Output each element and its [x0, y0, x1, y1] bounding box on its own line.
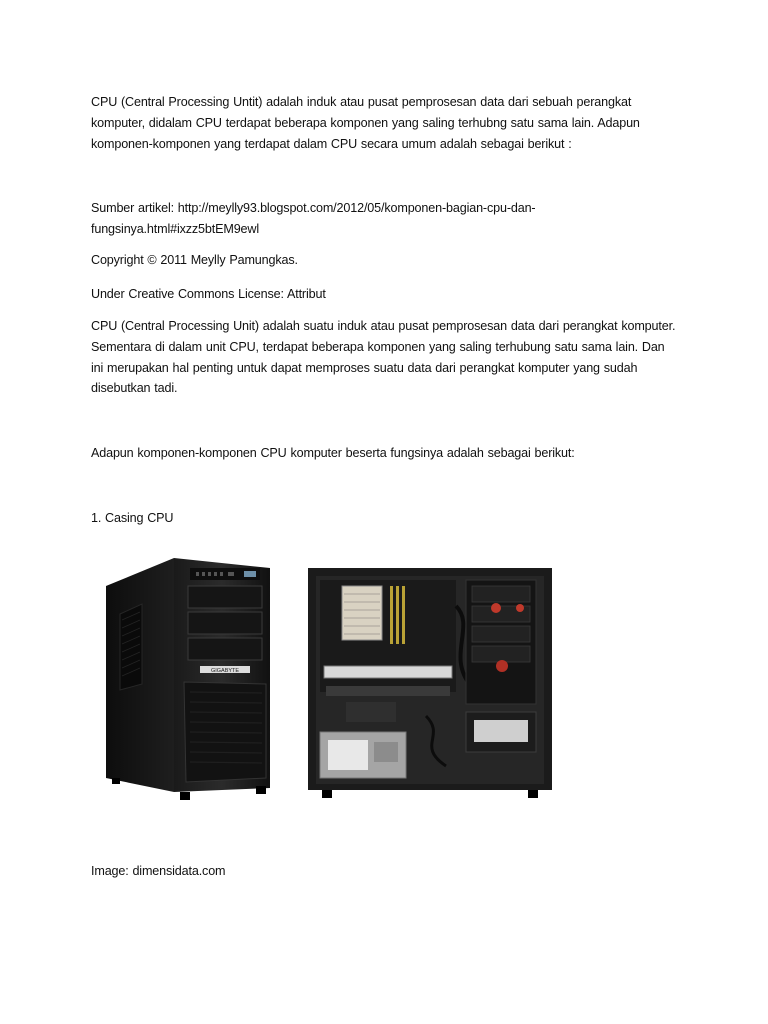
intro-line-2: komputer, didalam CPU terdapat beberapa komponen yang saling terhubng satu sama lain. Adapun [91, 115, 640, 130]
tower-case-image [104, 556, 276, 804]
intro-paragraph [91, 92, 691, 154]
main-line-3: ini merupakan hal penting untuk dapat memproses suatu data dari perangkat komputer yang sudah [91, 360, 638, 375]
open-case-image [306, 566, 554, 798]
image-credit: Image: dimensidata.com [91, 864, 226, 878]
source-line-1: Sumber artikel: http://meylly93.blogspot.com/2012/05/komponen-bagian-cpu-dan- [91, 201, 536, 215]
main-line-4: disebutkan tadi. [91, 381, 178, 396]
intro-line-3: komponen-komponen yang terdapat dalam CPU secara umum adalah sebagai berikut : [91, 136, 572, 151]
source-line-2: fungsinya.html#ixzz5btEM9ewl [91, 221, 259, 236]
main-line-2: Sementara di dalam unit CPU, terdapat beberapa komponen yang saling terhubung satu sama lain. Dan [91, 339, 665, 354]
components-intro: Adapun komponen-komponen CPU komputer beserta fungsinya adalah sebagai berikut: [91, 446, 575, 460]
main-paragraph [91, 316, 691, 399]
source-paragraph [91, 198, 691, 240]
tower-brand-label: GIGABYTE [210, 668, 240, 674]
main-line-1: CPU (Central Processing Unit) adalah suatu induk atau pusat pemprosesan data dari perangkat komputer. [91, 319, 676, 333]
license-text: Under Creative Commons License: Attribut [91, 287, 326, 301]
intro-line-1: CPU (Central Processing Untit) adalah induk atau pusat pemprosesan data dari sebuah perangkat [91, 95, 632, 109]
section-heading-casing: 1. Casing CPU [91, 511, 174, 525]
copyright-text: Copyright © 2011 Meylly Pamungkas. [91, 253, 298, 267]
